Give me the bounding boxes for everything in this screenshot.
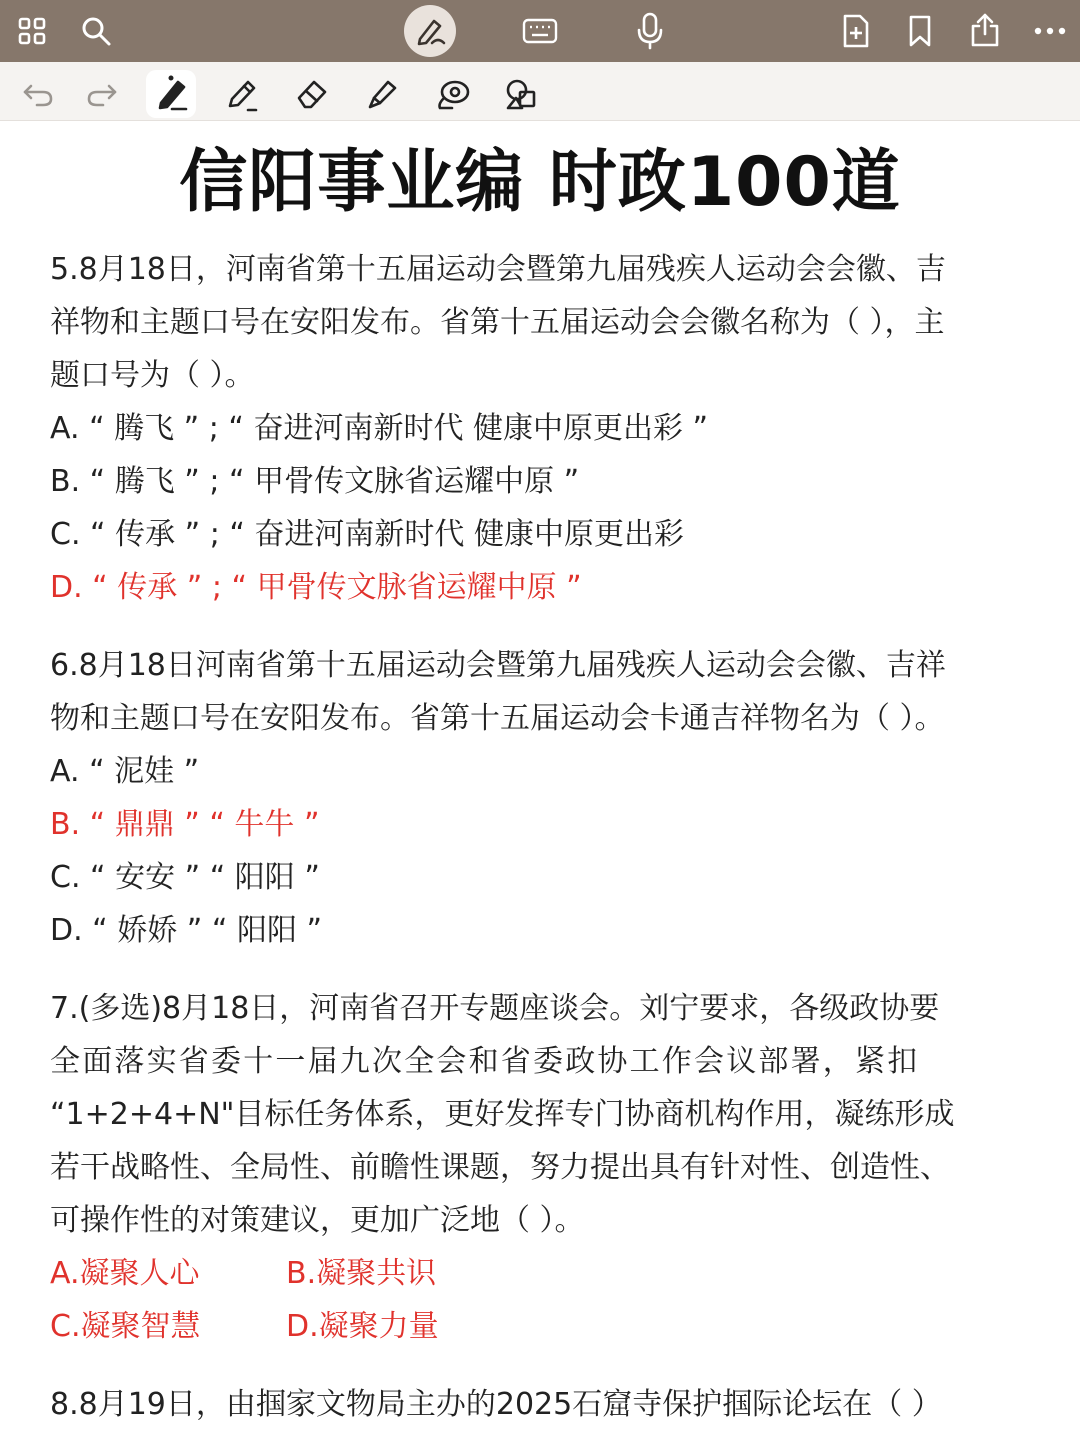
question-stem-line: 5.8月18日，河南省第十五届运动会暨第九届残疾人运动会会徽、吉: [50, 252, 946, 287]
option-c: C. “ 安安 ” “ 阳阳 ”: [50, 860, 320, 895]
option-b: B. “ 腾飞 ” ; “ 甲骨传文脉省运耀中原 ”: [50, 464, 580, 499]
question-stem-line: 可操作性的对策建议，更加广泛地（ ）。: [50, 1203, 585, 1238]
add-page-icon[interactable]: [838, 12, 874, 50]
document-page: [0, 121, 1080, 1443]
option-a: A. “ 泥娃 ”: [50, 754, 200, 789]
option-a: A. “ 腾飞 ” ; “ 奋进河南新时代 健康中原更出彩 ”: [50, 411, 709, 446]
question-stem-line: 物和主题口号在安阳发布。省第十五届运动会卡通吉祥物名为（ ）。: [50, 701, 945, 736]
bookmark-icon[interactable]: [904, 12, 936, 50]
question-5: [50, 243, 1035, 614]
option-d-answer: D.凝聚力量: [286, 1309, 439, 1344]
eraser-icon[interactable]: [292, 74, 332, 114]
question-stem-line: “1+2+4+N"目标任务体系，更好发挥专门协商机构作用，凝练形成: [50, 1097, 955, 1132]
question-6: [50, 639, 1035, 957]
question-stem-line: 7.(多选)8月18日，河南省召开专题座谈会。刘宁要求，各级政协要: [50, 991, 940, 1026]
question-stem-line: 祥物和主题口号在安阳发布。省第十五届运动会会徽名称为（ ），主: [50, 305, 945, 340]
question-stem-line: 8.8月19日，由掴家文物局主办的2025石窟寺保护掴际论坛在（ ）: [50, 1387, 942, 1422]
option-c: C. “ 传承 ” ; “ 奋进河南新时代 健康中原更出彩: [50, 517, 684, 552]
question-8: [50, 1378, 1035, 1431]
undo-icon[interactable]: [20, 78, 56, 110]
search-icon[interactable]: [78, 12, 114, 50]
share-icon[interactable]: [966, 10, 1004, 50]
grid-icon[interactable]: [14, 14, 50, 48]
option-a-answer: A.凝聚人心: [50, 1256, 200, 1291]
fountain-pen-icon[interactable]: [150, 72, 194, 116]
shapes-icon[interactable]: [502, 74, 542, 114]
option-b-answer: B. “ 鼎鼎 ” “ 牛牛 ”: [50, 807, 320, 842]
option-d-answer: D. “ 传承 ” ; “ 甲骨传文脉省运耀中原 ”: [50, 570, 582, 605]
option-b-answer: B.凝聚共识: [286, 1256, 437, 1291]
redo-icon[interactable]: [84, 78, 120, 110]
question-stem-line: 全面落实省委十一届九次全会和省委政协工作会议部署，紧扣: [50, 1044, 920, 1079]
microphone-icon[interactable]: [634, 10, 666, 52]
keyboard-icon[interactable]: [520, 15, 560, 47]
top-bar: [0, 0, 1080, 62]
question-stem-line: 若干战略性、全局性、前瞻性课题，努力提出具有针对性、创造性、: [50, 1150, 950, 1185]
option-c-answer: C.凝聚智慧: [50, 1309, 201, 1344]
question-stem-line: 题口号为（ ）。: [50, 358, 255, 393]
options-row: [50, 1247, 1035, 1300]
option-d: D. “ 娇娇 ” “ 阳阳 ”: [50, 913, 323, 948]
more-icon[interactable]: [1030, 18, 1070, 44]
pen-mode-icon[interactable]: [410, 12, 450, 50]
question-7: [50, 982, 1035, 1353]
highlighter-icon[interactable]: [362, 74, 402, 114]
lasso-icon[interactable]: [432, 74, 474, 114]
options-row: [50, 1300, 1035, 1353]
question-stem-line: 6.8月18日河南省第十五届运动会暨第九届残疾人运动会会徽、吉祥: [50, 648, 946, 683]
pencil-icon[interactable]: [222, 74, 262, 114]
page-title: 信阳事业编 时政100道: [179, 143, 901, 222]
